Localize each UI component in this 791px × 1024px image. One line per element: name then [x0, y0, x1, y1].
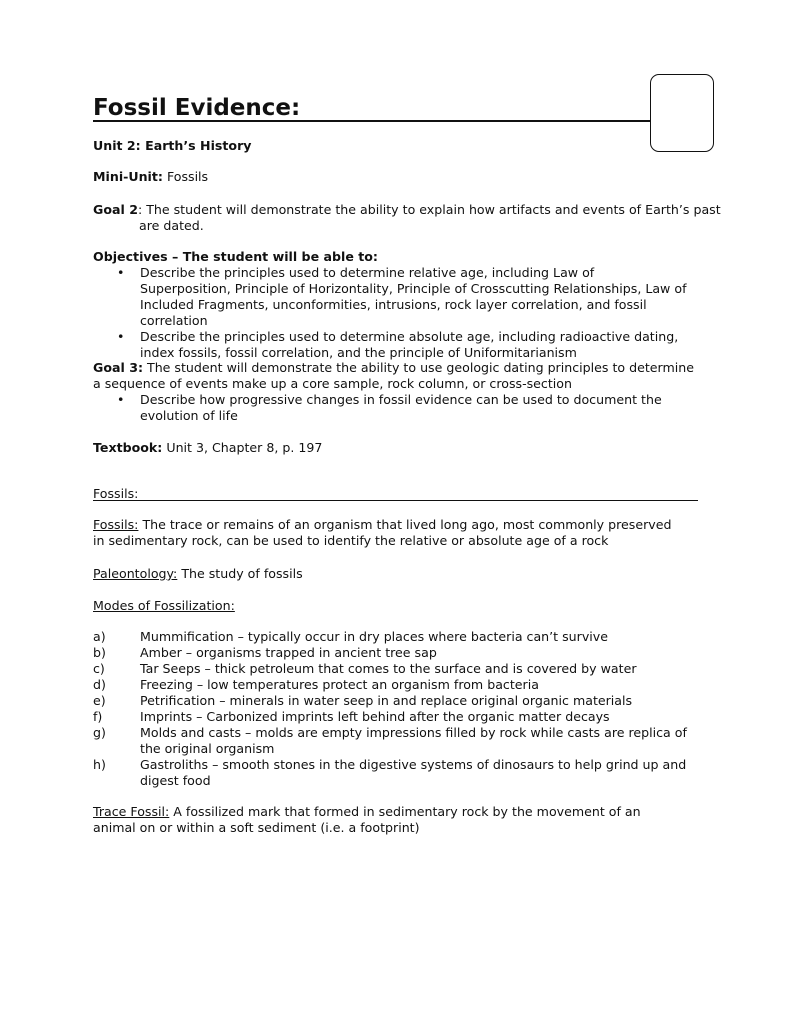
bullet-icon: • [117, 329, 125, 344]
trace-fossil-definition: Trace Fossil: A fossilized mark that formed in sedimentary rock by the movement of an animal on or within a soft sediment (i.e. a footprint) [93, 804, 641, 835]
goal-2 [93, 202, 739, 234]
mode-item: f) Imprints – Carbonized imprints left behind after the organic matter decays [93, 709, 610, 724]
mode-item: c) Tar Seeps – thick petroleum that comes to the surface and is covered by water [93, 661, 637, 676]
objectives [93, 249, 703, 361]
objective-item: • Describe the principles used to determine absolute age, including radioactive dating, index fossils, fossil correlation, and the principle of Uniformitarianism [117, 329, 679, 360]
mode-item: d) Freezing – low temperatures protect an organism from bacteria [93, 677, 539, 692]
trace-fossil-term: Trace Fossil: [93, 804, 170, 819]
mode-item: b) Amber – organisms trapped in ancient tree sap [93, 645, 437, 660]
modes-heading: Modes of Fossilization: [93, 598, 235, 613]
goal-3-text: Goal 3: The student will demonstrate the ability to use geologic dating principles to determine a sequence of events make up a core sample, rock column, or cross-section [93, 360, 694, 391]
textbook-label: Textbook: [93, 440, 163, 455]
title-underline [93, 120, 650, 122]
unit-heading: Unit 2: Earth’s History [93, 138, 252, 153]
mini-unit-value: Fossils [162, 169, 209, 184]
mode-item: e) Petrification – minerals in water seep in and replace original organic materials [93, 693, 633, 708]
paleontology-term: Paleontology: [93, 566, 178, 581]
bullet-icon: • [117, 265, 125, 280]
paleontology-definition: Paleontology: The study of fossils [93, 566, 303, 581]
goal-3-label: Goal 3: [93, 360, 143, 375]
goal-2-text: : The student will demonstrate the ability to explain how artifacts and events of Earth’s past are dated. [137, 202, 721, 233]
textbook-value: Unit 3, Chapter 8, p. 197 [162, 440, 323, 455]
objective-item: • Describe the principles used to determine relative age, including Law of Superposition, Principle of Horizontality, Principle of Crosscutting Relationships, Law of Included Fragments, unconformities, intrusions, rock layer correlation, and fossil correlation [117, 265, 687, 328]
fossils-definition: Fossils: The trace or remains of an organism that lived long ago, most commonly preserved in sedimentary rock, can be used to identify the relative or absolute age of a rock [93, 517, 672, 548]
mini-unit [93, 169, 703, 185]
fossils-underline [93, 500, 698, 501]
mode-item: a) Mummification – typically occur in dry places where bacteria can’t survive [93, 629, 608, 644]
page-title: Fossil Evidence: [93, 95, 301, 121]
goal-3-item: • Describe how progressive changes in fossil evidence can be used to document the evolution of life [117, 392, 662, 423]
fossils-term: Fossils: [93, 517, 139, 532]
mini-unit-label: Mini-Unit: [93, 169, 163, 184]
goal-2-label: Goal 2 [93, 202, 138, 217]
goal-3 [93, 360, 705, 424]
textbook [93, 440, 703, 456]
fossils-heading: Fossils: [93, 486, 139, 501]
mode-item: h) Gastroliths – smooth stones in the digestive systems of dinosaurs to help grind up and digest food [93, 757, 687, 788]
mode-item: g) Molds and casts – molds are empty impressions filled by rock while casts are replica of the original organism [93, 725, 687, 756]
modes-list [93, 629, 689, 789]
objectives-heading: Objectives – The student will be able to: [93, 249, 378, 264]
bullet-icon: • [117, 392, 125, 407]
